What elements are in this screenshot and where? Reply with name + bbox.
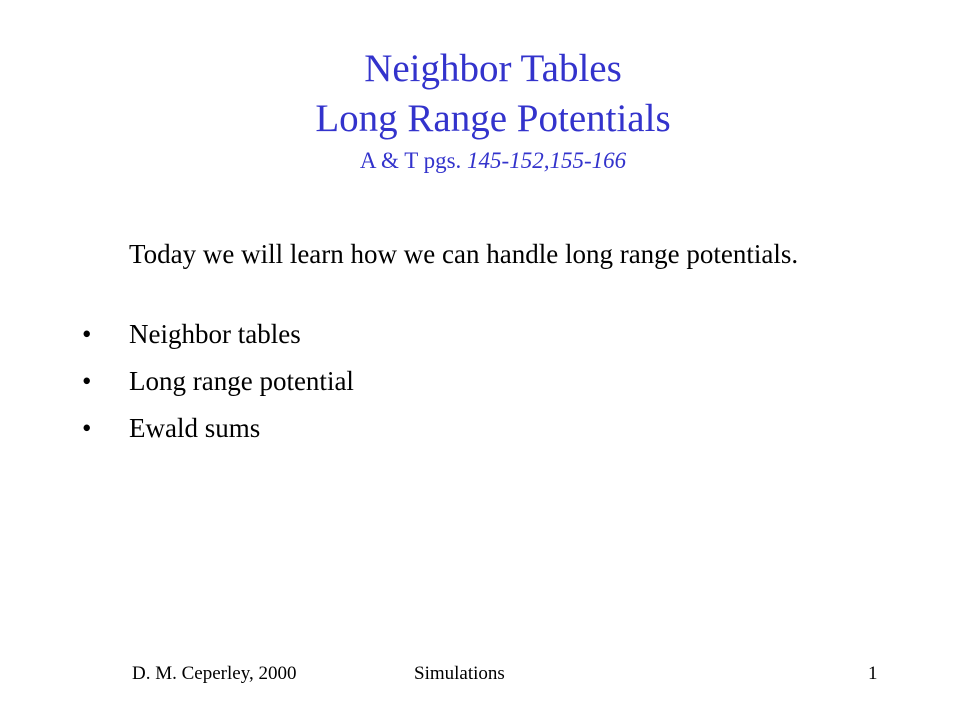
bullet-text: Long range potential bbox=[129, 366, 354, 396]
slide-title-line-1: Neighbor Tables bbox=[364, 47, 622, 90]
bullet-marker: • bbox=[82, 413, 92, 443]
subtitle-pages: 145-152,155-166 bbox=[467, 148, 627, 173]
bullet-text: Ewald sums bbox=[129, 413, 261, 443]
intro-paragraph: Today we will learn how we can handle long range potentials. bbox=[129, 239, 799, 269]
bullet-marker: • bbox=[82, 366, 92, 396]
bullet-text: Neighbor tables bbox=[129, 319, 301, 349]
footer-course: Simulations bbox=[414, 663, 505, 684]
title-block bbox=[0, 44, 960, 176]
footer-author: D. M. Ceperley, 2000 bbox=[132, 663, 297, 684]
slide-title-line-2: Long Range Potentials bbox=[315, 97, 671, 140]
slide-subtitle bbox=[0, 146, 960, 176]
page-number: 1 bbox=[868, 663, 878, 684]
bullet-marker: • bbox=[82, 319, 92, 349]
subtitle-prefix: A & T pgs. bbox=[359, 148, 468, 173]
